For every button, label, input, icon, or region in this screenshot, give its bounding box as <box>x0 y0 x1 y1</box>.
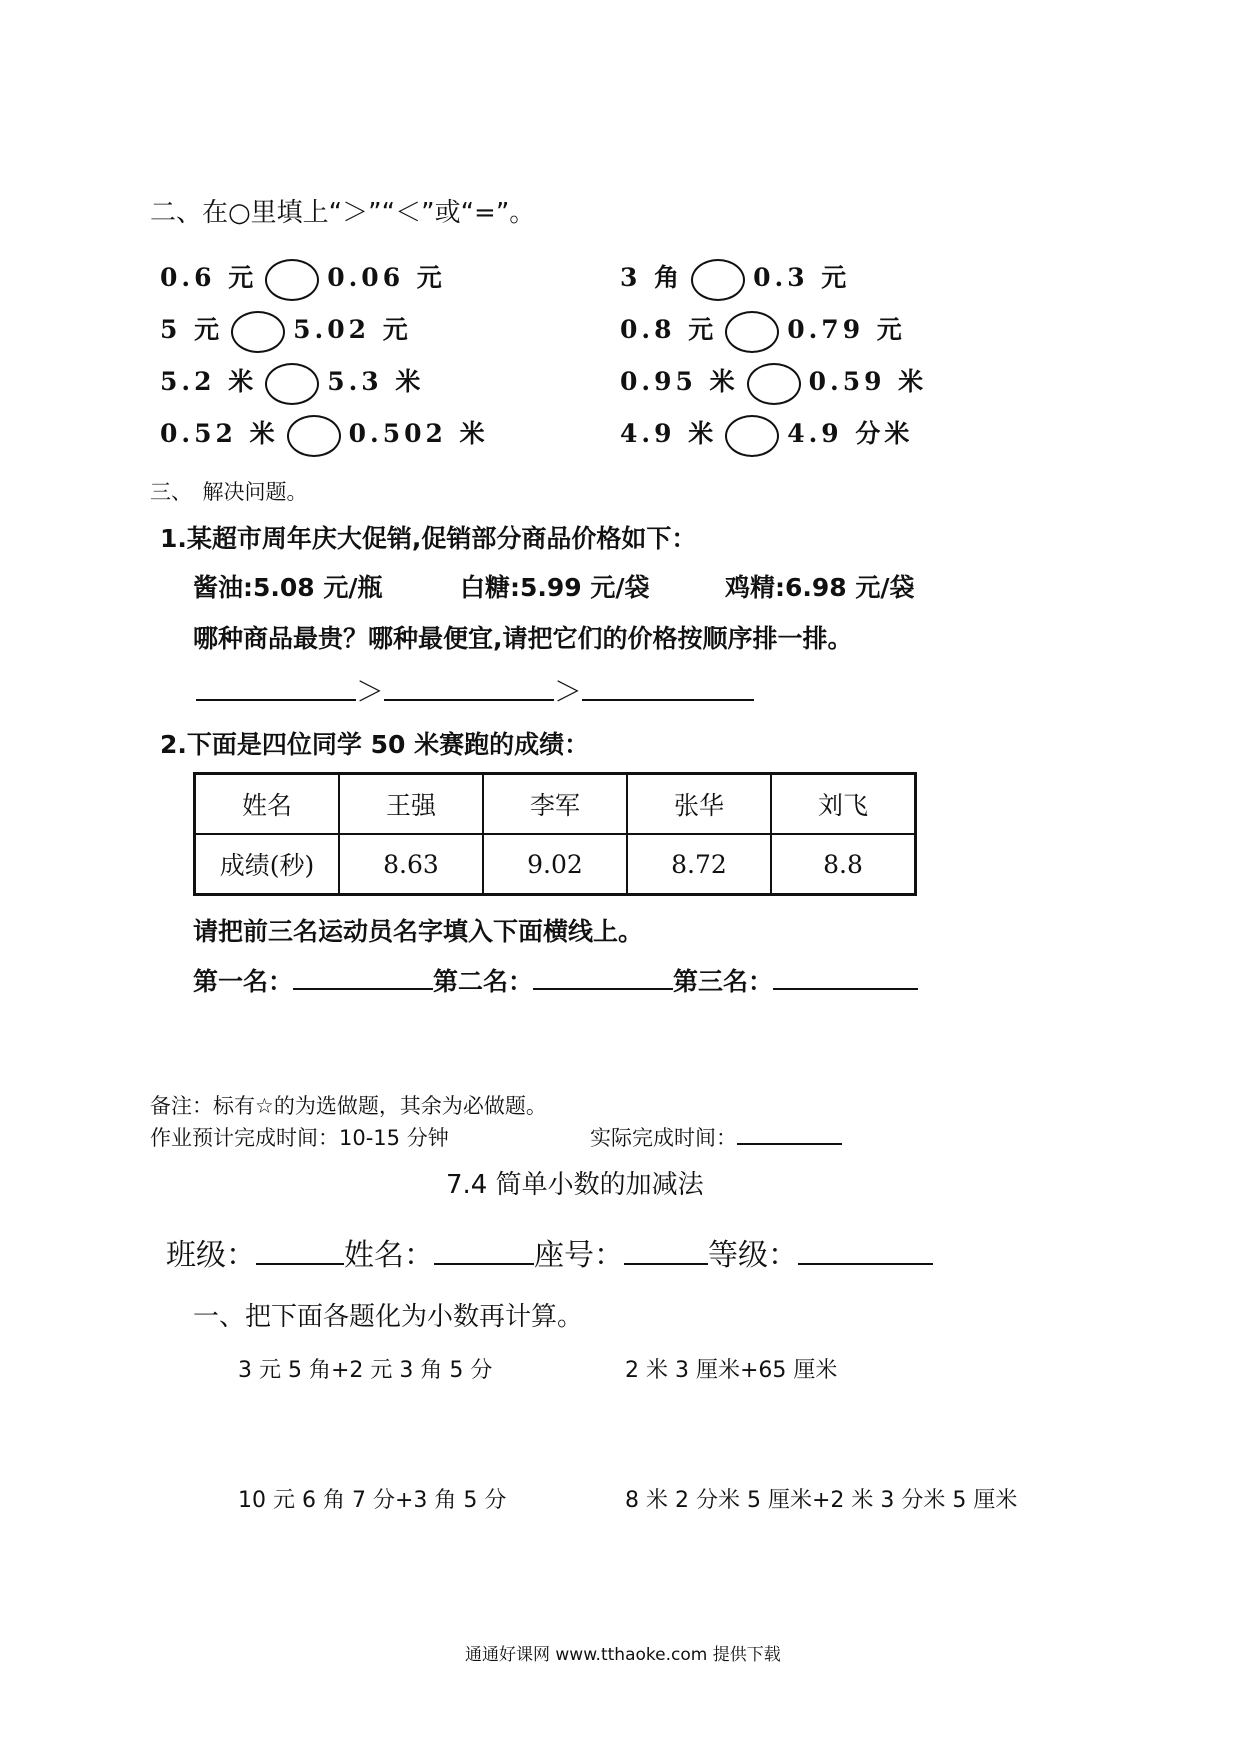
problem-3: 10 元 6 角 7 分+3 角 5 分 <box>238 1488 507 1513</box>
compare-right-b: 4.9 分米 <box>787 419 914 448</box>
third-place-label: 第三名： <box>673 967 774 996</box>
compare-left-b: 0.06 元 <box>327 263 446 292</box>
third-place-blank[interactable] <box>773 988 918 990</box>
name-blank[interactable] <box>434 1263 534 1265</box>
answer-blank[interactable] <box>384 699 554 701</box>
compare-circle[interactable] <box>287 415 341 457</box>
q2-instruction: 请把前三名运动员名字填入下面横线上。 <box>193 917 644 946</box>
q1-question: 哪种商品最贵？哪种最便宜,请把它们的价格按顺序排一排。 <box>193 624 853 653</box>
seat-label: 座号： <box>534 1238 624 1273</box>
compare-left-3 <box>160 362 424 405</box>
q1-item-sugar: 白糖:5.99 元/袋 <box>460 573 650 602</box>
compare-left-2 <box>160 310 412 353</box>
first-place-label: 第一名： <box>193 967 294 996</box>
compare-right-1 <box>620 258 850 301</box>
second-place-blank[interactable] <box>533 988 673 990</box>
table-cell: 8.72 <box>627 834 771 895</box>
actual-time <box>590 1122 842 1152</box>
table-row <box>195 774 916 835</box>
q1-stem: 1.某超市周年庆大促销,促销部分商品价格如下： <box>160 524 697 553</box>
second-place-label: 第二名： <box>433 967 534 996</box>
compare-left-1 <box>160 258 446 301</box>
compare-circle[interactable] <box>691 259 745 301</box>
compare-circle[interactable] <box>725 311 779 353</box>
expected-time: 作业预计完成时间：10-15 分钟 <box>150 1126 449 1150</box>
table-header-cell: 刘飞 <box>771 774 916 835</box>
table-cell: 成绩(秒) <box>195 834 340 895</box>
problem-2: 2 米 3 厘米+65 厘米 <box>625 1358 838 1383</box>
q2-stem: 2.下面是四位同学 50 米赛跑的成绩： <box>160 730 590 759</box>
q1-item-chicken: 鸡精:6.98 元/袋 <box>725 573 915 602</box>
q1-item-soy: 酱油:5.08 元/瓶 <box>193 573 383 602</box>
compare-right-2 <box>620 310 906 353</box>
table-cell: 8.8 <box>771 834 916 895</box>
compare-left-b: 5.3 米 <box>327 367 425 396</box>
student-info-line <box>166 1230 933 1274</box>
compare-right-3 <box>620 362 927 405</box>
compare-circle[interactable] <box>265 259 319 301</box>
table-header-cell: 姓名 <box>195 774 340 835</box>
compare-right-a: 0.8 元 <box>620 315 718 344</box>
answer-blank[interactable] <box>582 699 754 701</box>
compare-right-a: 4.9 米 <box>620 419 718 448</box>
seat-blank[interactable] <box>624 1263 708 1265</box>
actual-time-blank[interactable] <box>737 1143 842 1145</box>
compare-circle[interactable] <box>231 311 285 353</box>
table-header-cell: 李军 <box>483 774 627 835</box>
section1-title: 一、把下面各题化为小数再计算。 <box>193 1302 584 1332</box>
first-place-blank[interactable] <box>293 988 433 990</box>
compare-left-a: 0.6 元 <box>160 263 258 292</box>
sheet-title: 7.4 简单小数的加减法 <box>446 1170 704 1200</box>
grade-label: 等级： <box>708 1238 798 1273</box>
compare-circle[interactable] <box>265 363 319 405</box>
class-label: 班级： <box>166 1238 256 1273</box>
section3-title: 三、 解决问题。 <box>150 480 308 504</box>
actual-time-label: 实际完成时间： <box>590 1126 737 1150</box>
compare-left-4 <box>160 414 489 457</box>
problem-4: 8 米 2 分米 5 厘米+2 米 3 分米 5 厘米 <box>625 1488 1018 1513</box>
compare-right-b: 0.3 元 <box>753 263 851 292</box>
compare-left-b: 5.02 元 <box>293 315 412 344</box>
q1-order-line <box>196 670 754 710</box>
compare-right-b: 0.79 元 <box>787 315 906 344</box>
compare-circle[interactable] <box>725 415 779 457</box>
compare-right-4 <box>620 414 913 457</box>
table-cell: 8.63 <box>339 834 483 895</box>
compare-left-a: 0.52 米 <box>160 419 279 448</box>
table-row <box>195 834 916 895</box>
q2-rank-line <box>193 962 918 998</box>
note-text: 备注：标有☆的为选做题，其余为必做题。 <box>150 1094 547 1118</box>
answer-blank[interactable] <box>196 699 356 701</box>
compare-right-b: 0.59 米 <box>808 367 928 396</box>
problem-1: 3 元 5 角+2 元 3 角 5 分 <box>238 1358 493 1383</box>
compare-left-a: 5 元 <box>160 315 224 344</box>
section2-title: 二、在○里填上“＞”“＜”或“=”。 <box>150 198 536 228</box>
name-label: 姓名： <box>344 1238 434 1273</box>
class-blank[interactable] <box>256 1263 344 1265</box>
greater-than-sign: ＞ <box>356 675 385 708</box>
compare-right-a: 0.95 米 <box>620 367 739 396</box>
compare-circle[interactable] <box>747 363 801 405</box>
table-header-cell: 王强 <box>339 774 483 835</box>
grade-blank[interactable] <box>798 1263 933 1265</box>
race-results-table <box>193 772 917 896</box>
greater-than-sign: ＞ <box>554 675 583 708</box>
footer-source: 通通好课网 www.tthaoke.com 提供下载 <box>465 1645 781 1665</box>
compare-left-a: 5.2 米 <box>160 367 258 396</box>
compare-left-b: 0.502 米 <box>348 419 489 448</box>
table-header-cell: 张华 <box>627 774 771 835</box>
compare-right-a: 3 角 <box>620 263 684 292</box>
table-cell: 9.02 <box>483 834 627 895</box>
